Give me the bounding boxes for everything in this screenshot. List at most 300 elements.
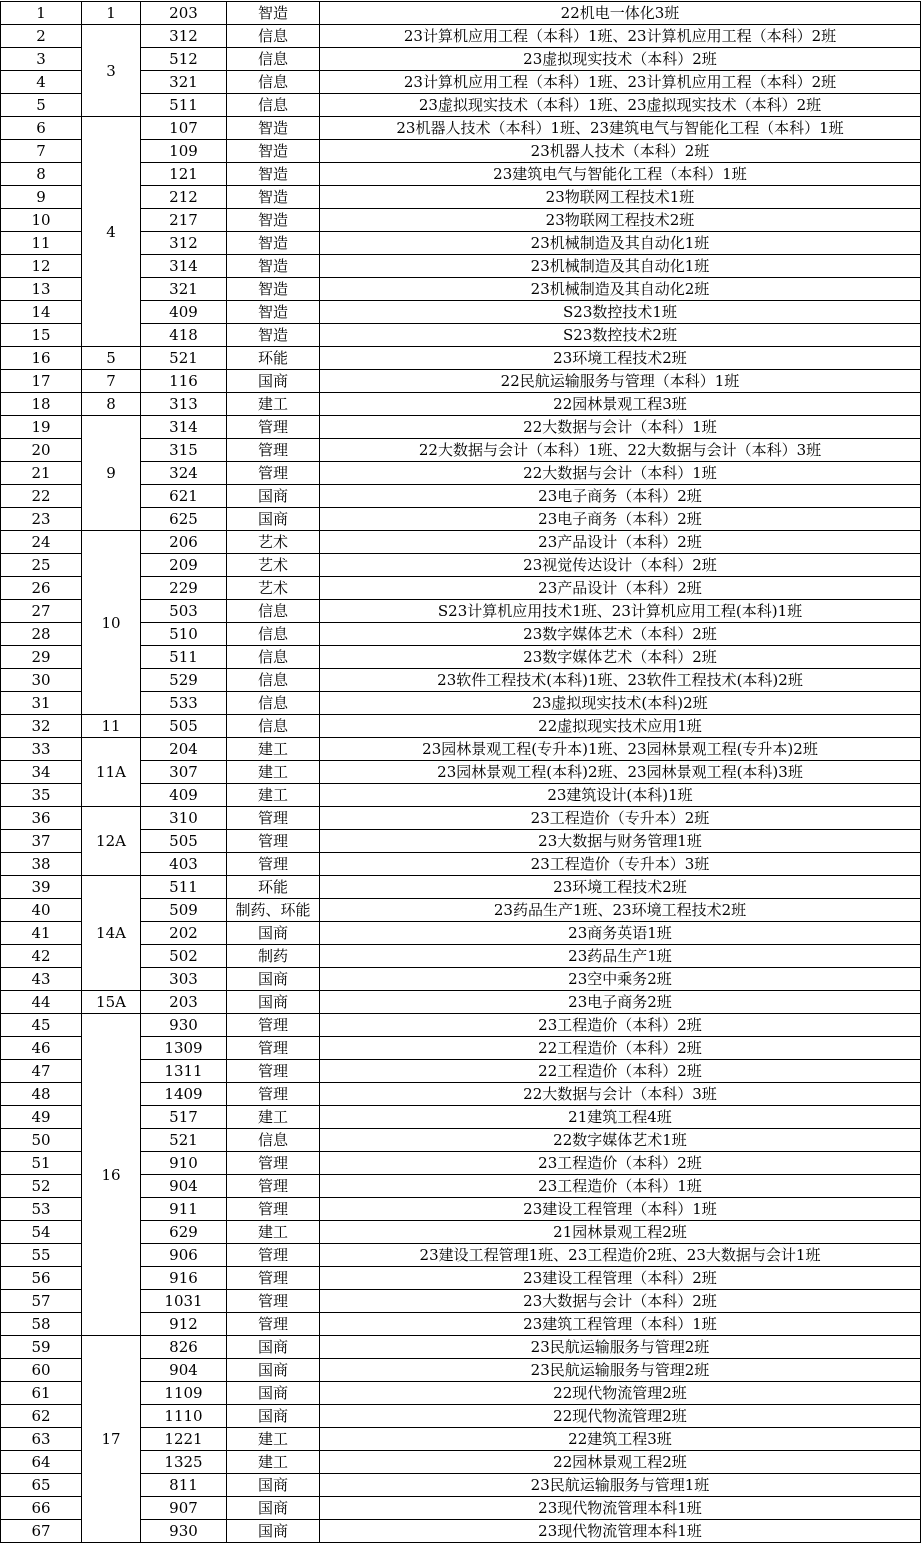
room-cell: 312	[141, 25, 227, 48]
room-cell: 107	[141, 117, 227, 140]
room-cell: 403	[141, 853, 227, 876]
room-cell: 510	[141, 623, 227, 646]
table-row	[1, 1336, 921, 1359]
room-cell: 1031	[141, 1290, 227, 1313]
room-cell: 502	[141, 945, 227, 968]
department-cell: 制药、环能	[227, 899, 320, 922]
room-cell: 517	[141, 1106, 227, 1129]
department-cell: 建工	[227, 738, 320, 761]
row-number-cell: 38	[1, 853, 82, 876]
room-cell: 206	[141, 531, 227, 554]
department-cell: 智造	[227, 301, 320, 324]
room-cell: 509	[141, 899, 227, 922]
room-cell: 1309	[141, 1037, 227, 1060]
classes-cell: 23建筑工程管理（本科）1班	[320, 1313, 921, 1336]
department-cell: 国商	[227, 922, 320, 945]
row-number-cell: 6	[1, 117, 82, 140]
classes-cell: 23虚拟现实技术（本科）2班	[320, 48, 921, 71]
classes-cell: 22工程造价（本科）2班	[320, 1060, 921, 1083]
room-cell: 202	[141, 922, 227, 945]
table-row	[1, 393, 921, 416]
department-cell: 信息	[227, 1129, 320, 1152]
department-cell: 国商	[227, 1405, 320, 1428]
table-row	[1, 416, 921, 439]
classes-cell: S23数控技术1班	[320, 301, 921, 324]
department-cell: 环能	[227, 876, 320, 899]
room-cell: 511	[141, 876, 227, 899]
row-number-cell: 7	[1, 140, 82, 163]
room-cell: 409	[141, 784, 227, 807]
row-number-cell: 10	[1, 209, 82, 232]
department-cell: 信息	[227, 71, 320, 94]
row-number-cell: 25	[1, 554, 82, 577]
room-cell: 418	[141, 324, 227, 347]
room-cell: 109	[141, 140, 227, 163]
table-row	[1, 715, 921, 738]
row-number-cell: 14	[1, 301, 82, 324]
room-cell: 307	[141, 761, 227, 784]
row-number-cell: 67	[1, 1520, 82, 1543]
department-cell: 信息	[227, 715, 320, 738]
room-cell: 621	[141, 485, 227, 508]
row-number-cell: 47	[1, 1060, 82, 1083]
department-cell: 智造	[227, 163, 320, 186]
classes-cell: 23软件工程技术(本科)1班、23软件工程技术(本科)2班	[320, 669, 921, 692]
room-cell: 521	[141, 1129, 227, 1152]
building-cell: 11A	[82, 738, 141, 807]
row-number-cell: 57	[1, 1290, 82, 1313]
row-number-cell: 58	[1, 1313, 82, 1336]
classes-cell: 23民航运输服务与管理2班	[320, 1359, 921, 1382]
table-row	[1, 2, 921, 25]
classes-cell: 23机器人技术（本科）2班	[320, 140, 921, 163]
room-cell: 229	[141, 577, 227, 600]
row-number-cell: 31	[1, 692, 82, 715]
classes-cell: 23环境工程技术2班	[320, 347, 921, 370]
classes-cell: 23环境工程技术2班	[320, 876, 921, 899]
classes-cell: 23现代物流管理本科1班	[320, 1497, 921, 1520]
row-number-cell: 16	[1, 347, 82, 370]
row-number-cell: 23	[1, 508, 82, 531]
classes-cell: 23物联网工程技术2班	[320, 209, 921, 232]
classes-cell: 23园林景观工程(专升本)1班、23园林景观工程(专升本)2班	[320, 738, 921, 761]
table-row	[1, 117, 921, 140]
room-cell: 209	[141, 554, 227, 577]
classes-cell: 23民航运输服务与管理2班	[320, 1336, 921, 1359]
classes-cell: 23计算机应用工程（本科）1班、23计算机应用工程（本科）2班	[320, 25, 921, 48]
room-cell: 625	[141, 508, 227, 531]
row-number-cell: 41	[1, 922, 82, 945]
department-cell: 制药	[227, 945, 320, 968]
classes-cell: 23药品生产1班、23环境工程技术2班	[320, 899, 921, 922]
room-cell: 314	[141, 255, 227, 278]
building-cell: 16	[82, 1014, 141, 1336]
department-cell: 国商	[227, 1474, 320, 1497]
room-cell: 121	[141, 163, 227, 186]
building-cell: 3	[82, 25, 141, 117]
row-number-cell: 18	[1, 393, 82, 416]
classes-cell: 23机械制造及其自动化1班	[320, 232, 921, 255]
department-cell: 管理	[227, 1083, 320, 1106]
department-cell: 智造	[227, 232, 320, 255]
classes-cell: 23电子商务（本科）2班	[320, 508, 921, 531]
row-number-cell: 61	[1, 1382, 82, 1405]
room-cell: 204	[141, 738, 227, 761]
classes-cell: 23数字媒体艺术（本科）2班	[320, 646, 921, 669]
room-cell: 315	[141, 439, 227, 462]
row-number-cell: 52	[1, 1175, 82, 1198]
row-number-cell: 15	[1, 324, 82, 347]
room-cell: 312	[141, 232, 227, 255]
department-cell: 国商	[227, 1382, 320, 1405]
room-cell: 203	[141, 991, 227, 1014]
room-cell: 505	[141, 715, 227, 738]
classes-cell: 23物联网工程技术1班	[320, 186, 921, 209]
classes-cell: 22园林景观工程2班	[320, 1451, 921, 1474]
row-number-cell: 55	[1, 1244, 82, 1267]
department-cell: 管理	[227, 439, 320, 462]
classes-cell: 23园林景观工程(本科)2班、23园林景观工程(本科)3班	[320, 761, 921, 784]
department-cell: 管理	[227, 416, 320, 439]
classes-cell: 23工程造价（专升本）3班	[320, 853, 921, 876]
classes-cell: 23视觉传达设计（本科）2班	[320, 554, 921, 577]
department-cell: 国商	[227, 485, 320, 508]
room-cell: 629	[141, 1221, 227, 1244]
department-cell: 管理	[227, 807, 320, 830]
table-row	[1, 807, 921, 830]
classes-cell: 23建设工程管理（本科）1班	[320, 1198, 921, 1221]
classes-cell: 23大数据与会计（本科）2班	[320, 1290, 921, 1313]
row-number-cell: 35	[1, 784, 82, 807]
department-cell: 建工	[227, 1106, 320, 1129]
department-cell: 信息	[227, 25, 320, 48]
table-row	[1, 370, 921, 393]
table-body	[1, 2, 921, 1543]
room-cell: 826	[141, 1336, 227, 1359]
table-row	[1, 876, 921, 899]
department-cell: 国商	[227, 991, 320, 1014]
table-row	[1, 531, 921, 554]
classes-cell: 23建筑电气与智能化工程（本科）1班	[320, 163, 921, 186]
room-cell: 505	[141, 830, 227, 853]
room-cell: 203	[141, 2, 227, 25]
department-cell: 智造	[227, 186, 320, 209]
department-cell: 智造	[227, 209, 320, 232]
room-cell: 911	[141, 1198, 227, 1221]
classes-cell: 22大数据与会计（本科）1班	[320, 416, 921, 439]
room-cell: 217	[141, 209, 227, 232]
department-cell: 建工	[227, 784, 320, 807]
department-cell: 管理	[227, 1060, 320, 1083]
building-cell: 8	[82, 393, 141, 416]
table-row	[1, 347, 921, 370]
row-number-cell: 49	[1, 1106, 82, 1129]
department-cell: 管理	[227, 1175, 320, 1198]
room-cell: 512	[141, 48, 227, 71]
department-cell: 艺术	[227, 554, 320, 577]
room-cell: 529	[141, 669, 227, 692]
classes-cell: 23机器人技术（本科）1班、23建筑电气与智能化工程（本科）1班	[320, 117, 921, 140]
classes-cell: 23电子商务（本科）2班	[320, 485, 921, 508]
classes-cell: 23电子商务2班	[320, 991, 921, 1014]
department-cell: 国商	[227, 1359, 320, 1382]
building-cell: 17	[82, 1336, 141, 1543]
room-cell: 1109	[141, 1382, 227, 1405]
department-cell: 管理	[227, 1290, 320, 1313]
building-cell: 1	[82, 2, 141, 25]
room-cell: 910	[141, 1152, 227, 1175]
room-cell: 1221	[141, 1428, 227, 1451]
department-cell: 管理	[227, 1198, 320, 1221]
department-cell: 国商	[227, 370, 320, 393]
room-cell: 303	[141, 968, 227, 991]
classes-cell: 22建筑工程3班	[320, 1428, 921, 1451]
room-cell: 1409	[141, 1083, 227, 1106]
classes-cell: S23计算机应用技术1班、23计算机应用工程(本科)1班	[320, 600, 921, 623]
building-cell: 11	[82, 715, 141, 738]
row-number-cell: 36	[1, 807, 82, 830]
department-cell: 管理	[227, 830, 320, 853]
classes-cell: 22大数据与会计（本科）1班	[320, 462, 921, 485]
department-cell: 建工	[227, 1428, 320, 1451]
classes-cell: 22数字媒体艺术1班	[320, 1129, 921, 1152]
row-number-cell: 8	[1, 163, 82, 186]
department-cell: 建工	[227, 761, 320, 784]
department-cell: 艺术	[227, 577, 320, 600]
department-cell: 智造	[227, 324, 320, 347]
classes-cell: 23空中乘务2班	[320, 968, 921, 991]
row-number-cell: 13	[1, 278, 82, 301]
department-cell: 信息	[227, 94, 320, 117]
department-cell: 智造	[227, 117, 320, 140]
classes-cell: 23产品设计（本科）2班	[320, 531, 921, 554]
row-number-cell: 29	[1, 646, 82, 669]
building-cell: 10	[82, 531, 141, 715]
classes-cell: 22现代物流管理2班	[320, 1405, 921, 1428]
row-number-cell: 60	[1, 1359, 82, 1382]
row-number-cell: 11	[1, 232, 82, 255]
room-cell: 310	[141, 807, 227, 830]
department-cell: 艺术	[227, 531, 320, 554]
room-cell: 409	[141, 301, 227, 324]
row-number-cell: 2	[1, 25, 82, 48]
classes-cell: 23建设工程管理（本科）2班	[320, 1267, 921, 1290]
department-cell: 国商	[227, 1520, 320, 1543]
row-number-cell: 32	[1, 715, 82, 738]
table-row	[1, 991, 921, 1014]
row-number-cell: 4	[1, 71, 82, 94]
department-cell: 管理	[227, 1152, 320, 1175]
row-number-cell: 34	[1, 761, 82, 784]
classes-cell: 23商务英语1班	[320, 922, 921, 945]
classes-cell: 23机械制造及其自动化2班	[320, 278, 921, 301]
room-cell: 321	[141, 71, 227, 94]
row-number-cell: 26	[1, 577, 82, 600]
classes-cell: 22大数据与会计（本科）3班	[320, 1083, 921, 1106]
classes-cell: 22虚拟现实技术应用1班	[320, 715, 921, 738]
building-cell: 12A	[82, 807, 141, 876]
row-number-cell: 21	[1, 462, 82, 485]
building-cell: 9	[82, 416, 141, 531]
department-cell: 环能	[227, 347, 320, 370]
room-cell: 907	[141, 1497, 227, 1520]
building-cell: 5	[82, 347, 141, 370]
classes-cell: 23建筑设计(本科)1班	[320, 784, 921, 807]
department-cell: 国商	[227, 1497, 320, 1520]
building-cell: 4	[82, 117, 141, 347]
classes-cell: 23工程造价（专升本）2班	[320, 807, 921, 830]
room-cell: 503	[141, 600, 227, 623]
department-cell: 信息	[227, 669, 320, 692]
department-cell: 信息	[227, 646, 320, 669]
room-cell: 324	[141, 462, 227, 485]
department-cell: 管理	[227, 462, 320, 485]
classes-cell: 23工程造价（本科）2班	[320, 1152, 921, 1175]
table-row	[1, 738, 921, 761]
classes-cell: 23建设工程管理1班、23工程造价2班、23大数据与会计1班	[320, 1244, 921, 1267]
room-cell: 930	[141, 1520, 227, 1543]
classes-cell: 22大数据与会计（本科）1班、22大数据与会计（本科）3班	[320, 439, 921, 462]
classes-cell: 22园林景观工程3班	[320, 393, 921, 416]
room-assignment-table	[0, 1, 921, 1543]
row-number-cell: 33	[1, 738, 82, 761]
room-cell: 930	[141, 1014, 227, 1037]
department-cell: 管理	[227, 1014, 320, 1037]
department-cell: 管理	[227, 1267, 320, 1290]
classes-cell: 22民航运输服务与管理（本科）1班	[320, 370, 921, 393]
department-cell: 国商	[227, 508, 320, 531]
classes-cell: S23数控技术2班	[320, 324, 921, 347]
department-cell: 信息	[227, 623, 320, 646]
room-cell: 1110	[141, 1405, 227, 1428]
department-cell: 信息	[227, 600, 320, 623]
room-cell: 904	[141, 1359, 227, 1382]
row-number-cell: 66	[1, 1497, 82, 1520]
row-number-cell: 1	[1, 2, 82, 25]
department-cell: 管理	[227, 1037, 320, 1060]
classes-cell: 23产品设计（本科）2班	[320, 577, 921, 600]
department-cell: 建工	[227, 1221, 320, 1244]
row-number-cell: 5	[1, 94, 82, 117]
room-cell: 314	[141, 416, 227, 439]
row-number-cell: 39	[1, 876, 82, 899]
row-number-cell: 40	[1, 899, 82, 922]
classes-cell: 23机械制造及其自动化1班	[320, 255, 921, 278]
room-cell: 1325	[141, 1451, 227, 1474]
row-number-cell: 27	[1, 600, 82, 623]
department-cell: 建工	[227, 393, 320, 416]
row-number-cell: 46	[1, 1037, 82, 1060]
classes-cell: 23现代物流管理本科1班	[320, 1520, 921, 1543]
room-cell: 912	[141, 1313, 227, 1336]
department-cell: 智造	[227, 278, 320, 301]
row-number-cell: 42	[1, 945, 82, 968]
department-cell: 信息	[227, 692, 320, 715]
row-number-cell: 50	[1, 1129, 82, 1152]
row-number-cell: 9	[1, 186, 82, 209]
department-cell: 智造	[227, 2, 320, 25]
building-cell: 7	[82, 370, 141, 393]
room-cell: 533	[141, 692, 227, 715]
row-number-cell: 53	[1, 1198, 82, 1221]
row-number-cell: 43	[1, 968, 82, 991]
row-number-cell: 44	[1, 991, 82, 1014]
classes-cell: 23民航运输服务与管理1班	[320, 1474, 921, 1497]
table-row	[1, 25, 921, 48]
row-number-cell: 45	[1, 1014, 82, 1037]
table-row	[1, 1014, 921, 1037]
row-number-cell: 3	[1, 48, 82, 71]
row-number-cell: 24	[1, 531, 82, 554]
department-cell: 智造	[227, 255, 320, 278]
row-number-cell: 28	[1, 623, 82, 646]
classes-cell: 22机电一体化3班	[320, 2, 921, 25]
row-number-cell: 65	[1, 1474, 82, 1497]
classes-cell: 23计算机应用工程（本科）1班、23计算机应用工程（本科）2班	[320, 71, 921, 94]
row-number-cell: 54	[1, 1221, 82, 1244]
room-cell: 904	[141, 1175, 227, 1198]
classes-cell: 21建筑工程4班	[320, 1106, 921, 1129]
classes-cell: 23工程造价（本科）1班	[320, 1175, 921, 1198]
row-number-cell: 19	[1, 416, 82, 439]
room-cell: 521	[141, 347, 227, 370]
room-cell: 116	[141, 370, 227, 393]
row-number-cell: 59	[1, 1336, 82, 1359]
building-cell: 14A	[82, 876, 141, 991]
department-cell: 国商	[227, 968, 320, 991]
classes-cell: 21园林景观工程2班	[320, 1221, 921, 1244]
classes-cell: 22工程造价（本科）2班	[320, 1037, 921, 1060]
row-number-cell: 37	[1, 830, 82, 853]
department-cell: 建工	[227, 1451, 320, 1474]
department-cell: 管理	[227, 853, 320, 876]
classes-cell: 23虚拟现实技术（本科）1班、23虚拟现实技术（本科）2班	[320, 94, 921, 117]
room-cell: 511	[141, 94, 227, 117]
row-number-cell: 62	[1, 1405, 82, 1428]
department-cell: 管理	[227, 1313, 320, 1336]
row-number-cell: 64	[1, 1451, 82, 1474]
classes-cell: 23大数据与财务管理1班	[320, 830, 921, 853]
department-cell: 智造	[227, 140, 320, 163]
room-cell: 511	[141, 646, 227, 669]
room-cell: 906	[141, 1244, 227, 1267]
classes-cell: 23药品生产1班	[320, 945, 921, 968]
room-cell: 313	[141, 393, 227, 416]
room-cell: 916	[141, 1267, 227, 1290]
classes-cell: 23数字媒体艺术（本科）2班	[320, 623, 921, 646]
room-cell: 1311	[141, 1060, 227, 1083]
row-number-cell: 56	[1, 1267, 82, 1290]
row-number-cell: 63	[1, 1428, 82, 1451]
classes-cell: 23虚拟现实技术(本科)2班	[320, 692, 921, 715]
row-number-cell: 17	[1, 370, 82, 393]
classes-cell: 22现代物流管理2班	[320, 1382, 921, 1405]
row-number-cell: 51	[1, 1152, 82, 1175]
room-cell: 212	[141, 186, 227, 209]
row-number-cell: 22	[1, 485, 82, 508]
classes-cell: 23工程造价（本科）2班	[320, 1014, 921, 1037]
row-number-cell: 12	[1, 255, 82, 278]
row-number-cell: 30	[1, 669, 82, 692]
building-cell: 15A	[82, 991, 141, 1014]
department-cell: 信息	[227, 48, 320, 71]
row-number-cell: 20	[1, 439, 82, 462]
department-cell: 管理	[227, 1244, 320, 1267]
department-cell: 国商	[227, 1336, 320, 1359]
room-cell: 321	[141, 278, 227, 301]
row-number-cell: 48	[1, 1083, 82, 1106]
room-cell: 811	[141, 1474, 227, 1497]
